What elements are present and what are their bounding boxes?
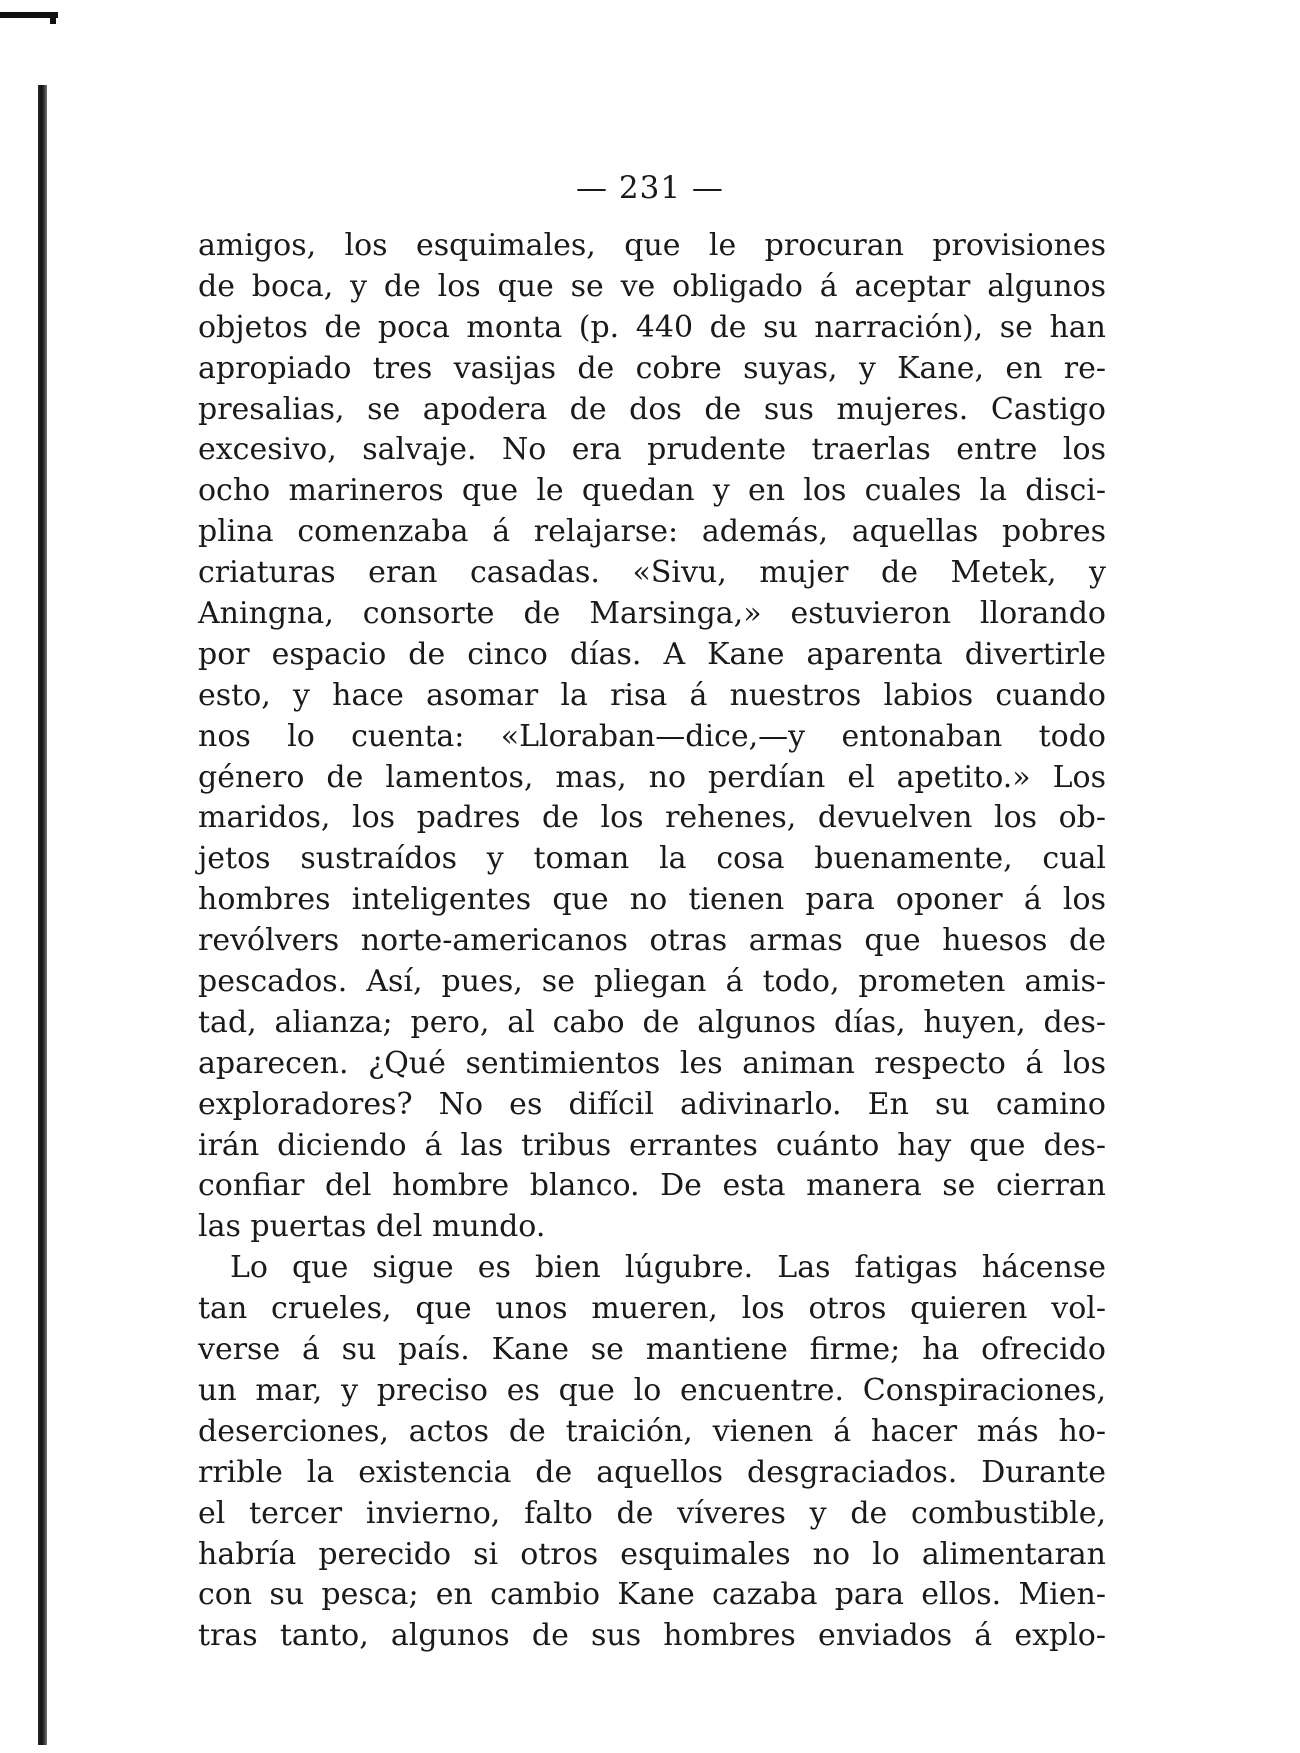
text-line: aparecen. ¿Qué sentimientos les animan respecto á los	[198, 1045, 1106, 1081]
text-line: revólvers norte-americanos otras armas que huesos de	[198, 923, 1106, 959]
page-number: — 231 —	[576, 170, 724, 206]
text-line: maridos, los padres de los rehenes, devuelven los ob-	[198, 800, 1106, 836]
text-line: apropiado tres vasijas de cobre suyas, y Kane, en re-	[198, 350, 1106, 386]
text-line: con su pesca; en cambio Kane cazaba para ellos. Mien-	[198, 1577, 1106, 1613]
text-line: Aningna, consorte de Marsinga,» estuvieron llorando	[198, 596, 1106, 632]
text-line: presalias, se apodera de dos de sus mujeres. Castigo	[198, 391, 1106, 427]
text-line: objetos de poca monta (p. 440 de su narración), se han	[198, 309, 1106, 345]
text-line: un mar, y preciso es que lo encuentre. Conspiraciones,	[198, 1372, 1106, 1408]
text-line: las puertas del mundo.	[198, 1209, 546, 1245]
text-line: género de lamentos, mas, no perdían el apetito.» Los	[198, 759, 1106, 795]
text-line: confiar del hombre blanco. De esta manera se cierran	[198, 1168, 1106, 1204]
text-line: criaturas eran casadas. «Sivu, mujer de Metek, y	[198, 555, 1106, 591]
paragraph	[198, 226, 1106, 1248]
text-line: plina comenzaba á relajarse: además, aquellas pobres	[198, 514, 1106, 550]
text-line: irán diciendo á las tribus errantes cuánto hay que des-	[198, 1127, 1106, 1163]
text-line: el tercer invierno, falto de víveres y de combustible,	[198, 1495, 1106, 1531]
page-binding-edge	[38, 85, 47, 1745]
text-line: tan crueles, que unos mueren, los otros quieren vol-	[198, 1291, 1106, 1327]
corner-scan-tick	[50, 12, 56, 24]
text-line: esto, y hace asomar la risa á nuestros labios cuando	[198, 677, 1106, 713]
text-line: jetos sustraídos y toman la cosa buenamente, cual	[198, 841, 1106, 877]
text-line: verse á su país. Kane se mantiene firme; ha ofrecido	[198, 1332, 1106, 1368]
text-line: hombres inteligentes que no tienen para oponer á los	[198, 882, 1106, 918]
text-line: nos lo cuenta: «Lloraban—dice,—y entonaban todo	[198, 718, 1106, 754]
text-line: Lo que sigue es bien lúgubre. Las fatigas hácense	[230, 1250, 1106, 1286]
text-line: tras tanto, algunos de sus hombres enviados á explo-	[198, 1618, 1106, 1654]
text-line: por espacio de cinco días. A Kane aparenta divertirle	[198, 636, 1106, 672]
text-line: deserciones, actos de traición, vienen á hacer más ho-	[198, 1413, 1106, 1449]
text-line: rrible la existencia de aquellos desgraciados. Durante	[198, 1454, 1106, 1490]
text-line: amigos, los esquimales, que le procuran provisiones	[198, 228, 1106, 263]
text-line: excesivo, salvaje. No era prudente traerlas entre los	[198, 432, 1106, 468]
text-line: ocho marineros que le quedan y en los cuales la disci-	[198, 473, 1106, 509]
text-line: exploradores? No es difícil adivinarlo. En su camino	[198, 1086, 1106, 1122]
body-text	[198, 226, 1106, 1657]
text-line: pescados. Así, pues, se pliegan á todo, prometen amis-	[198, 964, 1106, 1000]
text-line: de boca, y de los que se ve obligado á aceptar algunos	[198, 268, 1106, 304]
text-line: tad, alianza; pero, al cabo de algunos días, huyen, des-	[198, 1004, 1106, 1040]
paragraph	[198, 1248, 1106, 1657]
text-line: habría perecido si otros esquimales no lo alimentaran	[198, 1536, 1106, 1572]
